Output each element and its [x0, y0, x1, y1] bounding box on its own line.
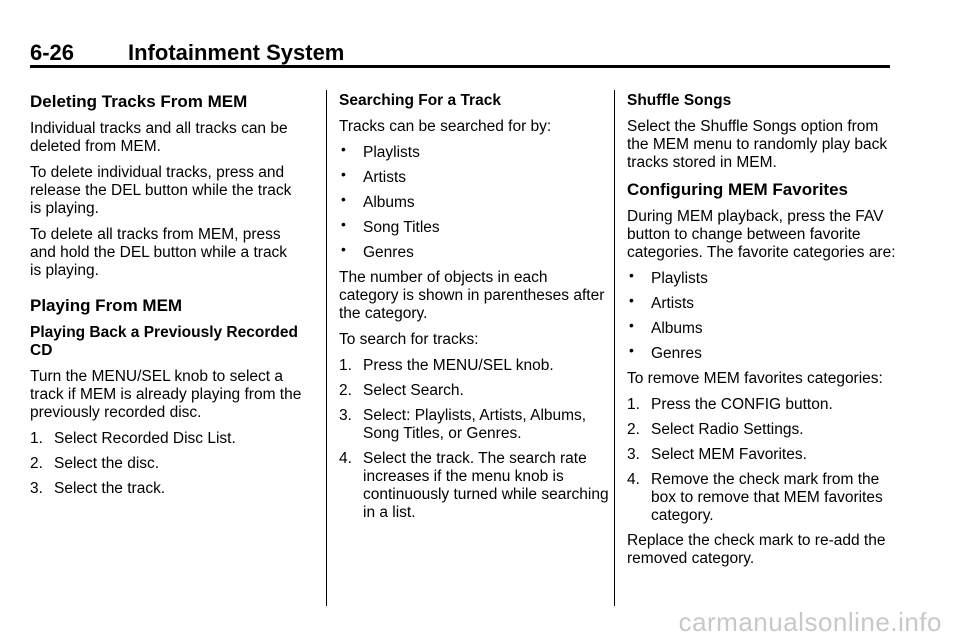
page-title: Infotainment System	[128, 40, 345, 65]
paragraph: Replace the check mark to re-add the removed category.	[627, 532, 886, 567]
step-number: 4.	[627, 471, 640, 488]
paragraph: The number of objects in each category is shown in parentheses after the category.	[339, 269, 605, 322]
bullet-icon: •	[341, 241, 346, 257]
paragraph: To delete all tracks from MEM, press and hold the DEL button while a track is playing.	[30, 226, 288, 279]
bullet-list	[339, 141, 611, 262]
column-divider	[614, 90, 615, 606]
step-text: Select Recorded Disc List.	[54, 430, 236, 447]
page-header	[30, 36, 890, 66]
steps-list	[339, 357, 611, 522]
list-item	[627, 267, 899, 288]
subsection-heading: Searching For a Track	[339, 92, 501, 109]
bullet-icon: •	[629, 317, 634, 333]
list-item	[339, 141, 611, 162]
subsection-heading: Shuffle Songs	[627, 92, 732, 109]
steps-list	[627, 396, 899, 525]
bullet-text: Genres	[651, 345, 702, 362]
column-1	[30, 92, 302, 505]
list-item	[339, 191, 611, 212]
bullet-text: Playlists	[651, 270, 708, 287]
paragraph: To delete individual tracks, press and release the DEL button while the track is playing.	[30, 164, 292, 217]
step-text: Select: Playlists, Artists, Albums, Song Titles, or Genres.	[363, 407, 587, 442]
step-text: Select the disc.	[54, 455, 160, 472]
bullet-icon: •	[341, 141, 346, 157]
subsection-heading: Playing Back a Previously Recorded CD	[30, 324, 298, 359]
step-number: 1.	[339, 357, 352, 374]
list-item	[30, 455, 302, 473]
section-heading: Playing From MEM	[30, 296, 183, 315]
list-item	[627, 342, 899, 363]
list-item	[627, 471, 899, 525]
bullet-text: Artists	[651, 295, 695, 312]
bullet-icon: •	[629, 267, 634, 283]
paragraph: To remove MEM favorites categories:	[627, 370, 883, 387]
step-number: 3.	[30, 480, 43, 497]
bullet-text: Artists	[363, 169, 407, 186]
bullet-list	[627, 267, 899, 363]
step-text: Select Search.	[363, 382, 464, 399]
step-text: Press the CONFIG button.	[651, 396, 833, 413]
list-item	[627, 292, 899, 313]
bullet-text: Song Titles	[363, 219, 440, 236]
paragraph: Individual tracks and all tracks can be deleted from MEM.	[30, 120, 288, 155]
bullet-icon: •	[341, 216, 346, 232]
column-3	[627, 92, 899, 576]
paragraph: Select the Shuffle Songs option from the MEM menu to randomly play back tracks stored in MEM.	[627, 118, 888, 171]
list-item	[339, 450, 611, 522]
step-text: Press the MENU/SEL knob.	[363, 357, 554, 374]
bullet-text: Genres	[363, 244, 414, 261]
step-text: Select the track. The search rate increases if the menu knob is continuously turned while searching in a list.	[363, 450, 609, 521]
page-number: 6-26	[30, 40, 75, 65]
paragraph: Tracks can be searched for by:	[339, 118, 552, 135]
bullet-text: Playlists	[363, 144, 420, 161]
steps-list	[30, 430, 302, 498]
column-divider	[326, 90, 327, 606]
step-number: 4.	[339, 450, 352, 467]
bullet-text: Albums	[363, 194, 415, 211]
list-item	[627, 317, 899, 338]
step-text: Select Radio Settings.	[651, 421, 804, 438]
step-text: Remove the check mark from the box to remove that MEM favorites category.	[651, 471, 883, 524]
paragraph: Turn the MENU/SEL knob to select a track if MEM is already playing from the previously recorded disc.	[30, 368, 302, 421]
step-number: 1.	[627, 396, 640, 413]
column-2	[339, 92, 611, 529]
list-item	[627, 421, 899, 439]
step-text: Select MEM Favorites.	[651, 446, 807, 463]
list-item	[30, 480, 302, 498]
step-number: 3.	[339, 407, 352, 424]
bullet-text: Albums	[651, 320, 703, 337]
step-number: 2.	[627, 421, 640, 438]
bullet-icon: •	[629, 292, 634, 308]
bullet-icon: •	[341, 191, 346, 207]
paragraph: To search for tracks:	[339, 331, 479, 348]
section-heading: Configuring MEM Favorites	[627, 180, 848, 199]
bullet-icon: •	[629, 342, 634, 358]
header-rule	[30, 65, 890, 68]
step-number: 1.	[30, 430, 43, 447]
watermark: carmanualsonline.info	[678, 607, 942, 637]
list-item	[627, 446, 899, 464]
list-item	[339, 241, 611, 262]
list-item	[339, 407, 611, 443]
step-text: Select the track.	[54, 480, 166, 497]
paragraph: During MEM playback, press the FAV button to change between favorite categories. The favorite categories are:	[627, 208, 896, 261]
list-item	[339, 357, 611, 375]
step-number: 2.	[339, 382, 352, 399]
list-item	[627, 396, 899, 414]
bullet-icon: •	[341, 166, 346, 182]
list-item	[339, 382, 611, 400]
step-number: 2.	[30, 455, 43, 472]
step-number: 3.	[627, 446, 640, 463]
list-item	[30, 430, 302, 448]
list-item	[339, 166, 611, 187]
section-heading: Deleting Tracks From MEM	[30, 92, 248, 111]
list-item	[339, 216, 611, 237]
